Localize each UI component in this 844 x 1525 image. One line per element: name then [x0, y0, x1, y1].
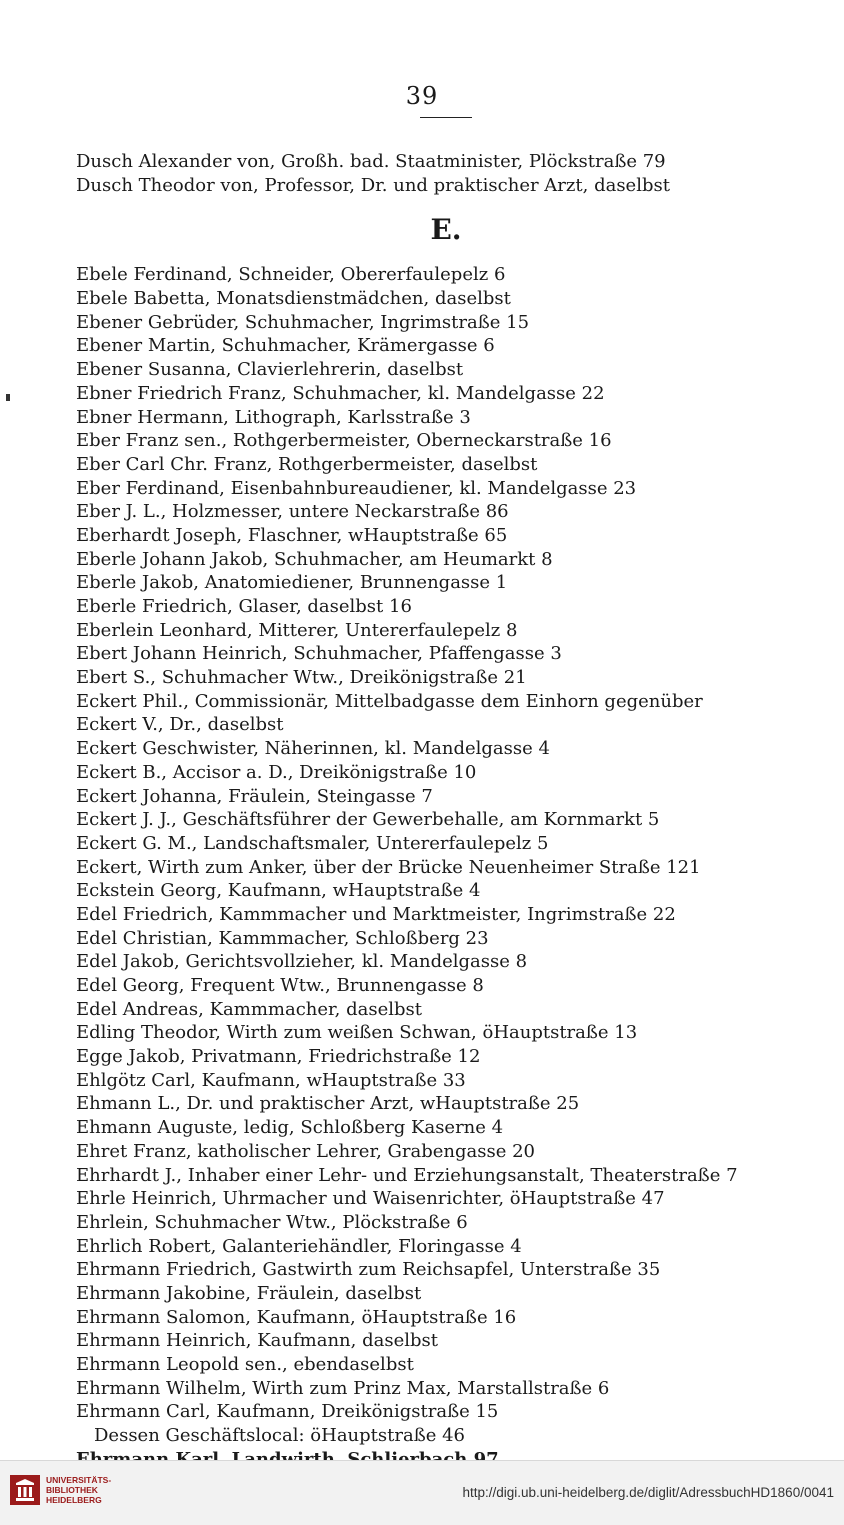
- directory-entry: Edel Friedrich, Kammmacher und Marktmeister, Ingrimstraße 22: [76, 903, 676, 925]
- directory-entry: Eberle Jakob, Anatomiediener, Brunnengasse 1: [76, 572, 508, 594]
- directory-entry: Eckert J. J., Geschäftsführer der Gewerbehalle, am Kornmarkt 5: [76, 809, 660, 831]
- directory-entry: Ebener Gebrüder, Schuhmacher, Ingrimstraße 15: [76, 311, 530, 333]
- directory-entry: Ehrmann Salomon, Kaufmann, öHauptstraße 16: [76, 1306, 517, 1328]
- page-number-rule: [420, 117, 472, 118]
- directory-entry: Ehrhardt J., Inhaber einer Lehr- und Erziehungsanstalt, Theaterstraße 7: [76, 1164, 738, 1186]
- directory-entry: Dusch Theodor von, Professor, Dr. und praktischer Arzt, daselbst: [76, 174, 670, 196]
- page-number: 39: [405, 82, 439, 110]
- library-name: [46, 1475, 111, 1505]
- directory-entry: Ehret Franz, katholischer Lehrer, Grabengasse 20: [76, 1140, 536, 1162]
- directory-entries: [76, 150, 836, 1471]
- directory-entry: Ehlgötz Carl, Kaufmann, wHauptstraße 33: [76, 1069, 466, 1091]
- library-name-line: UNIVERSITÄTS-: [46, 1475, 112, 1485]
- directory-entry: Ebner Hermann, Lithograph, Karlsstraße 3: [76, 406, 471, 428]
- directory-entry: Eckert Phil., Commissionär, Mittelbadgasse dem Einhorn gegenüber: [76, 690, 703, 712]
- directory-entry: Ehrmann Jakobine, Fräulein, daselbst: [76, 1282, 422, 1304]
- directory-entry: Eberle Friedrich, Glaser, daselbst 16: [76, 596, 412, 617]
- library-logo-icon: [10, 1475, 40, 1505]
- directory-entry: Eckert V., Dr., daselbst: [76, 714, 284, 736]
- directory-entry: Eckert Johanna, Fräulein, Steingasse 7: [76, 785, 433, 807]
- directory-entry: Edel Andreas, Kammmacher, daselbst: [76, 998, 422, 1020]
- directory-entry: Ehrlich Robert, Galanteriehändler, Floringasse 4: [76, 1235, 522, 1257]
- directory-entry: Edling Theodor, Wirth zum weißen Schwan, öHauptstraße 13: [76, 1022, 638, 1044]
- directory-entry: Edel Georg, Frequent Wtw., Brunnengasse 8: [76, 975, 484, 996]
- directory-entry: Ehrmann Heinrich, Kaufmann, daselbst: [76, 1330, 438, 1352]
- directory-entry: Ebner Friedrich Franz, Schuhmacher, kl. Mandelgasse 22: [76, 382, 605, 404]
- directory-entry: Ehrle Heinrich, Uhrmacher und Waisenrichter, öHauptstraße 47: [76, 1188, 665, 1210]
- directory-entry: Ebener Susanna, Clavierlehrerin, daselbst: [76, 359, 464, 381]
- directory-entry: Ehmann Auguste, ledig, Schloßberg Kaserne 4: [76, 1117, 504, 1139]
- directory-entry: Ehrmann Wilhelm, Wirth zum Prinz Max, Marstallstraße 6: [76, 1377, 610, 1399]
- directory-entry: Ebele Ferdinand, Schneider, Obererfaulepelz 6: [76, 264, 506, 286]
- directory-entry: Ehrmann Friedrich, Gastwirth zum Reichsapfel, Unterstraße 35: [76, 1259, 661, 1281]
- directory-entry: Ehmann L., Dr. und praktischer Arzt, wHauptstraße 25: [76, 1093, 580, 1115]
- directory-entry: Eckert Geschwister, Näherinnen, kl. Mandelgasse 4: [76, 738, 550, 760]
- directory-entry: Ehrmann Carl, Kaufmann, Dreikönigstraße 15: [76, 1401, 499, 1423]
- directory-entry: Eber Carl Chr. Franz, Rothgerbermeister, daselbst: [76, 453, 538, 475]
- directory-entry: Eckert G. M., Landschaftsmaler, Untererfaulepelz 5: [76, 832, 549, 854]
- source-url[interactable]: http://digi.ub.uni-heidelberg.de/diglit/AdressbuchHD1860/0041: [462, 1485, 834, 1500]
- directory-entry: Eberhardt Joseph, Flaschner, wHauptstraße 65: [76, 524, 508, 546]
- directory-entry: Ehrlein, Schuhmacher Wtw., Plöckstraße 6: [76, 1211, 468, 1233]
- margin-mark: [6, 394, 10, 401]
- directory-entry: Dessen Geschäftslocal: öHauptstraße 46: [94, 1425, 466, 1447]
- library-name-line: HEIDELBERG: [46, 1495, 102, 1505]
- viewer-footer: [0, 1460, 844, 1525]
- directory-entry: Dusch Alexander von, Großh. bad. Staatminister, Plöckstraße 79: [76, 151, 666, 172]
- directory-entry: Eberle Johann Jakob, Schuhmacher, am Heumarkt 8: [76, 548, 553, 570]
- directory-entry: Eckert, Wirth zum Anker, über der Brücke Neuenheimer Straße 121: [76, 856, 701, 878]
- directory-entry: Edel Christian, Kammmacher, Schloßberg 23: [76, 927, 489, 949]
- directory-entry: Eckstein Georg, Kaufmann, wHauptstraße 4: [76, 880, 481, 902]
- directory-entry: Egge Jakob, Privatmann, Friedrichstraße 12: [76, 1046, 481, 1068]
- directory-entry: Eber J. L., Holzmesser, untere Neckarstraße 86: [76, 501, 509, 523]
- directory-entry: Eber Ferdinand, Eisenbahnbureaudiener, kl. Mandelgasse 23: [76, 477, 637, 499]
- directory-entry: Edel Jakob, Gerichtsvollzieher, kl. Mandelgasse 8: [76, 951, 528, 973]
- directory-entry: Eberlein Leonhard, Mitterer, Untererfaulepelz 8: [76, 619, 518, 641]
- section-heading: E.: [430, 213, 462, 247]
- entry-list: [76, 263, 836, 1471]
- directory-entry: Eckert B., Accisor a. D., Dreikönigstraße 10: [76, 761, 477, 783]
- directory-entry: Ebert Johann Heinrich, Schuhmacher, Pfaffengasse 3: [76, 643, 562, 665]
- directory-entry: Ebener Martin, Schuhmacher, Krämergasse 6: [76, 335, 495, 357]
- directory-entry: Ebele Babetta, Monatsdienstmädchen, daselbst: [76, 288, 511, 310]
- directory-entry: Ebert S., Schuhmacher Wtw., Dreikönigstraße 21: [76, 667, 527, 689]
- directory-entry: Eber Franz sen., Rothgerbermeister, Oberneckarstraße 16: [76, 430, 612, 452]
- library-name-line: BIBLIOTHEK: [46, 1485, 98, 1495]
- directory-entry: Ehrmann Leopold sen., ebendaselbst: [76, 1354, 414, 1375]
